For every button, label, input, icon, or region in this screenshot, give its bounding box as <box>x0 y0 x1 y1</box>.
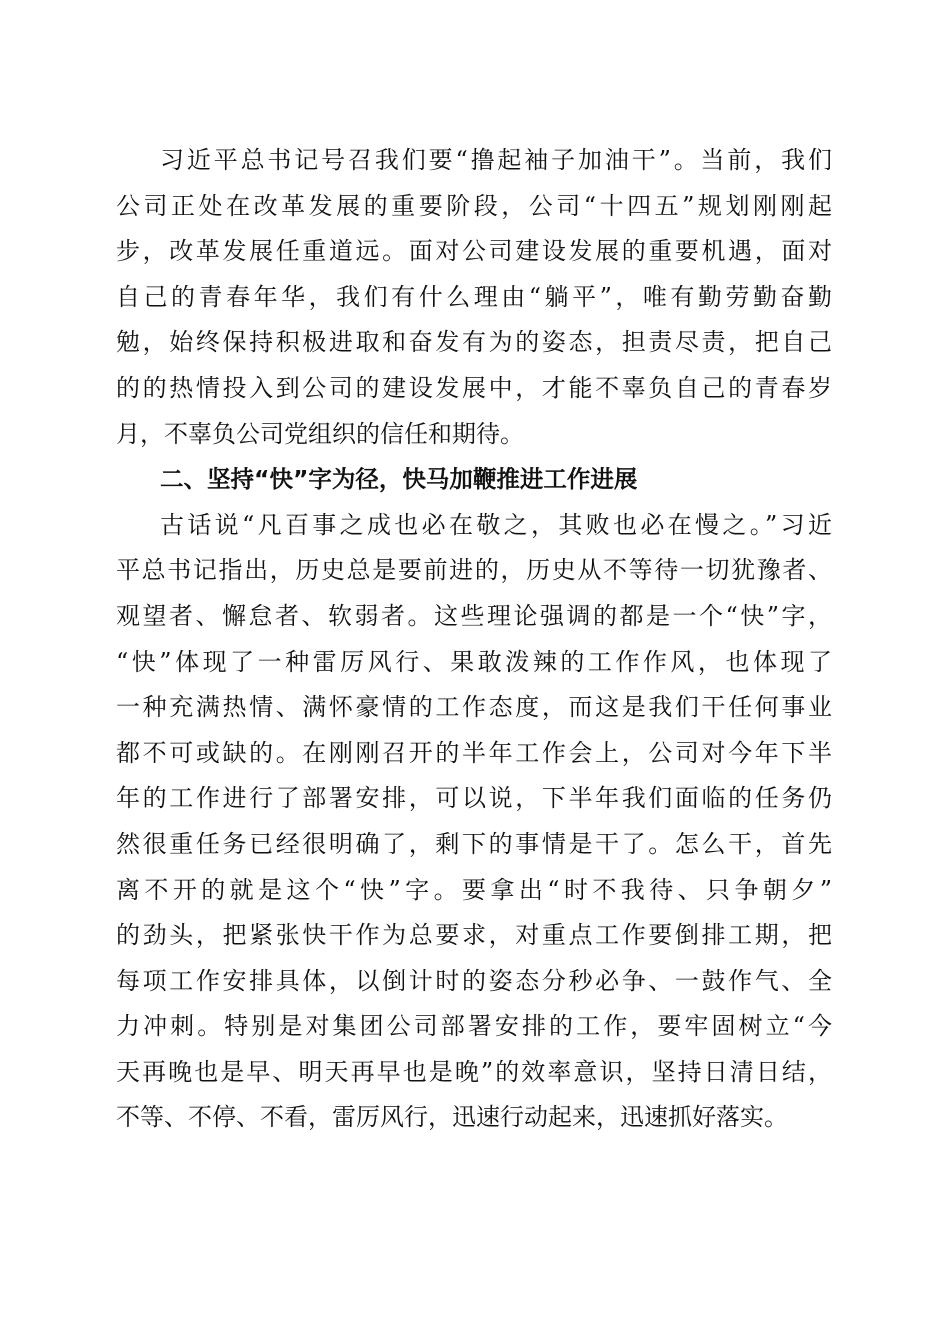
paragraph-line: 习近平总书记号召我们要“撸起袖子加油干”。当前，我们 <box>160 146 832 174</box>
paragraph-speed <box>116 503 832 1141</box>
paragraph-line: 不等、不停、不看，雷厉风行，迅速行动起来，迅速抓好落实。 <box>116 1103 788 1132</box>
paragraph-line: 观望者、懈怠者、软弱者。这些理论强调的都是一个“快”字， <box>116 601 832 630</box>
paragraph-line: 然很重任务已经很明确了，剩下的事情是干了。怎么干，首先 <box>116 829 832 858</box>
paragraph-line: 每项工作安排具体，以倒计时的姿态分秒必争、一鼓作气、全 <box>116 966 832 995</box>
document-body <box>116 138 832 1141</box>
paragraph-commitment <box>116 138 832 457</box>
section-heading: 二、坚持“快”字为径，快马加鞭推进工作进展 <box>160 465 638 494</box>
paragraph-line: 古话说“凡百事之成也必在敬之，其败也必在慢之。”习近 <box>160 510 832 539</box>
paragraph-line: 公司正处在改革发展的重要阶段，公司“十四五”规划刚刚起 <box>116 191 832 220</box>
paragraph-line: 平总书记指出，历史总是要前进的，历史从不等待一切犹豫者、 <box>116 556 832 585</box>
paragraph-line: 步，改革发展任重道远。面对公司建设发展的重要机遇，面对 <box>116 237 832 266</box>
paragraph-line: 勉，始终保持积极进取和奋发有为的姿态，担责尽责，把自己 <box>116 328 832 357</box>
paragraph-line: “快”体现了一种雷厉风行、果敢泼辣的工作作风，也体现了 <box>116 647 832 676</box>
paragraph-line: 天再晚也是早、明天再早也是晚”的效率意识，坚持日清日结， <box>116 1057 832 1086</box>
paragraph-line: 一种充满热情、满怀豪情的工作态度，而这是我们干任何事业 <box>116 693 832 722</box>
paragraph-line: 的的热情投入到公司的建设发展中，才能不辜负自己的青春岁 <box>116 373 832 402</box>
paragraph-line: 都不可或缺的。在刚刚召开的半年工作会上，公司对今年下半 <box>116 738 832 767</box>
paragraph-line: 离不开的就是这个“快”字。要拿出“时不我待、只争朝夕” <box>116 875 832 904</box>
paragraph-line: 月，不辜负公司党组织的信任和期待。 <box>116 419 524 448</box>
paragraph-line: 力冲刺。特别是对集团公司部署安排的工作，要牢固树立“今 <box>116 1012 832 1041</box>
paragraph-line: 的劲头，把紧张快干作为总要求，对重点工作要倒排工期，把 <box>116 921 832 950</box>
paragraph-line: 年的工作进行了部署安排，可以说，下半年我们面临的任务仍 <box>116 784 832 813</box>
paragraph-line: 自己的青春年华，我们有什么理由“躺平”，唯有勤劳勤奋勤 <box>116 282 832 311</box>
